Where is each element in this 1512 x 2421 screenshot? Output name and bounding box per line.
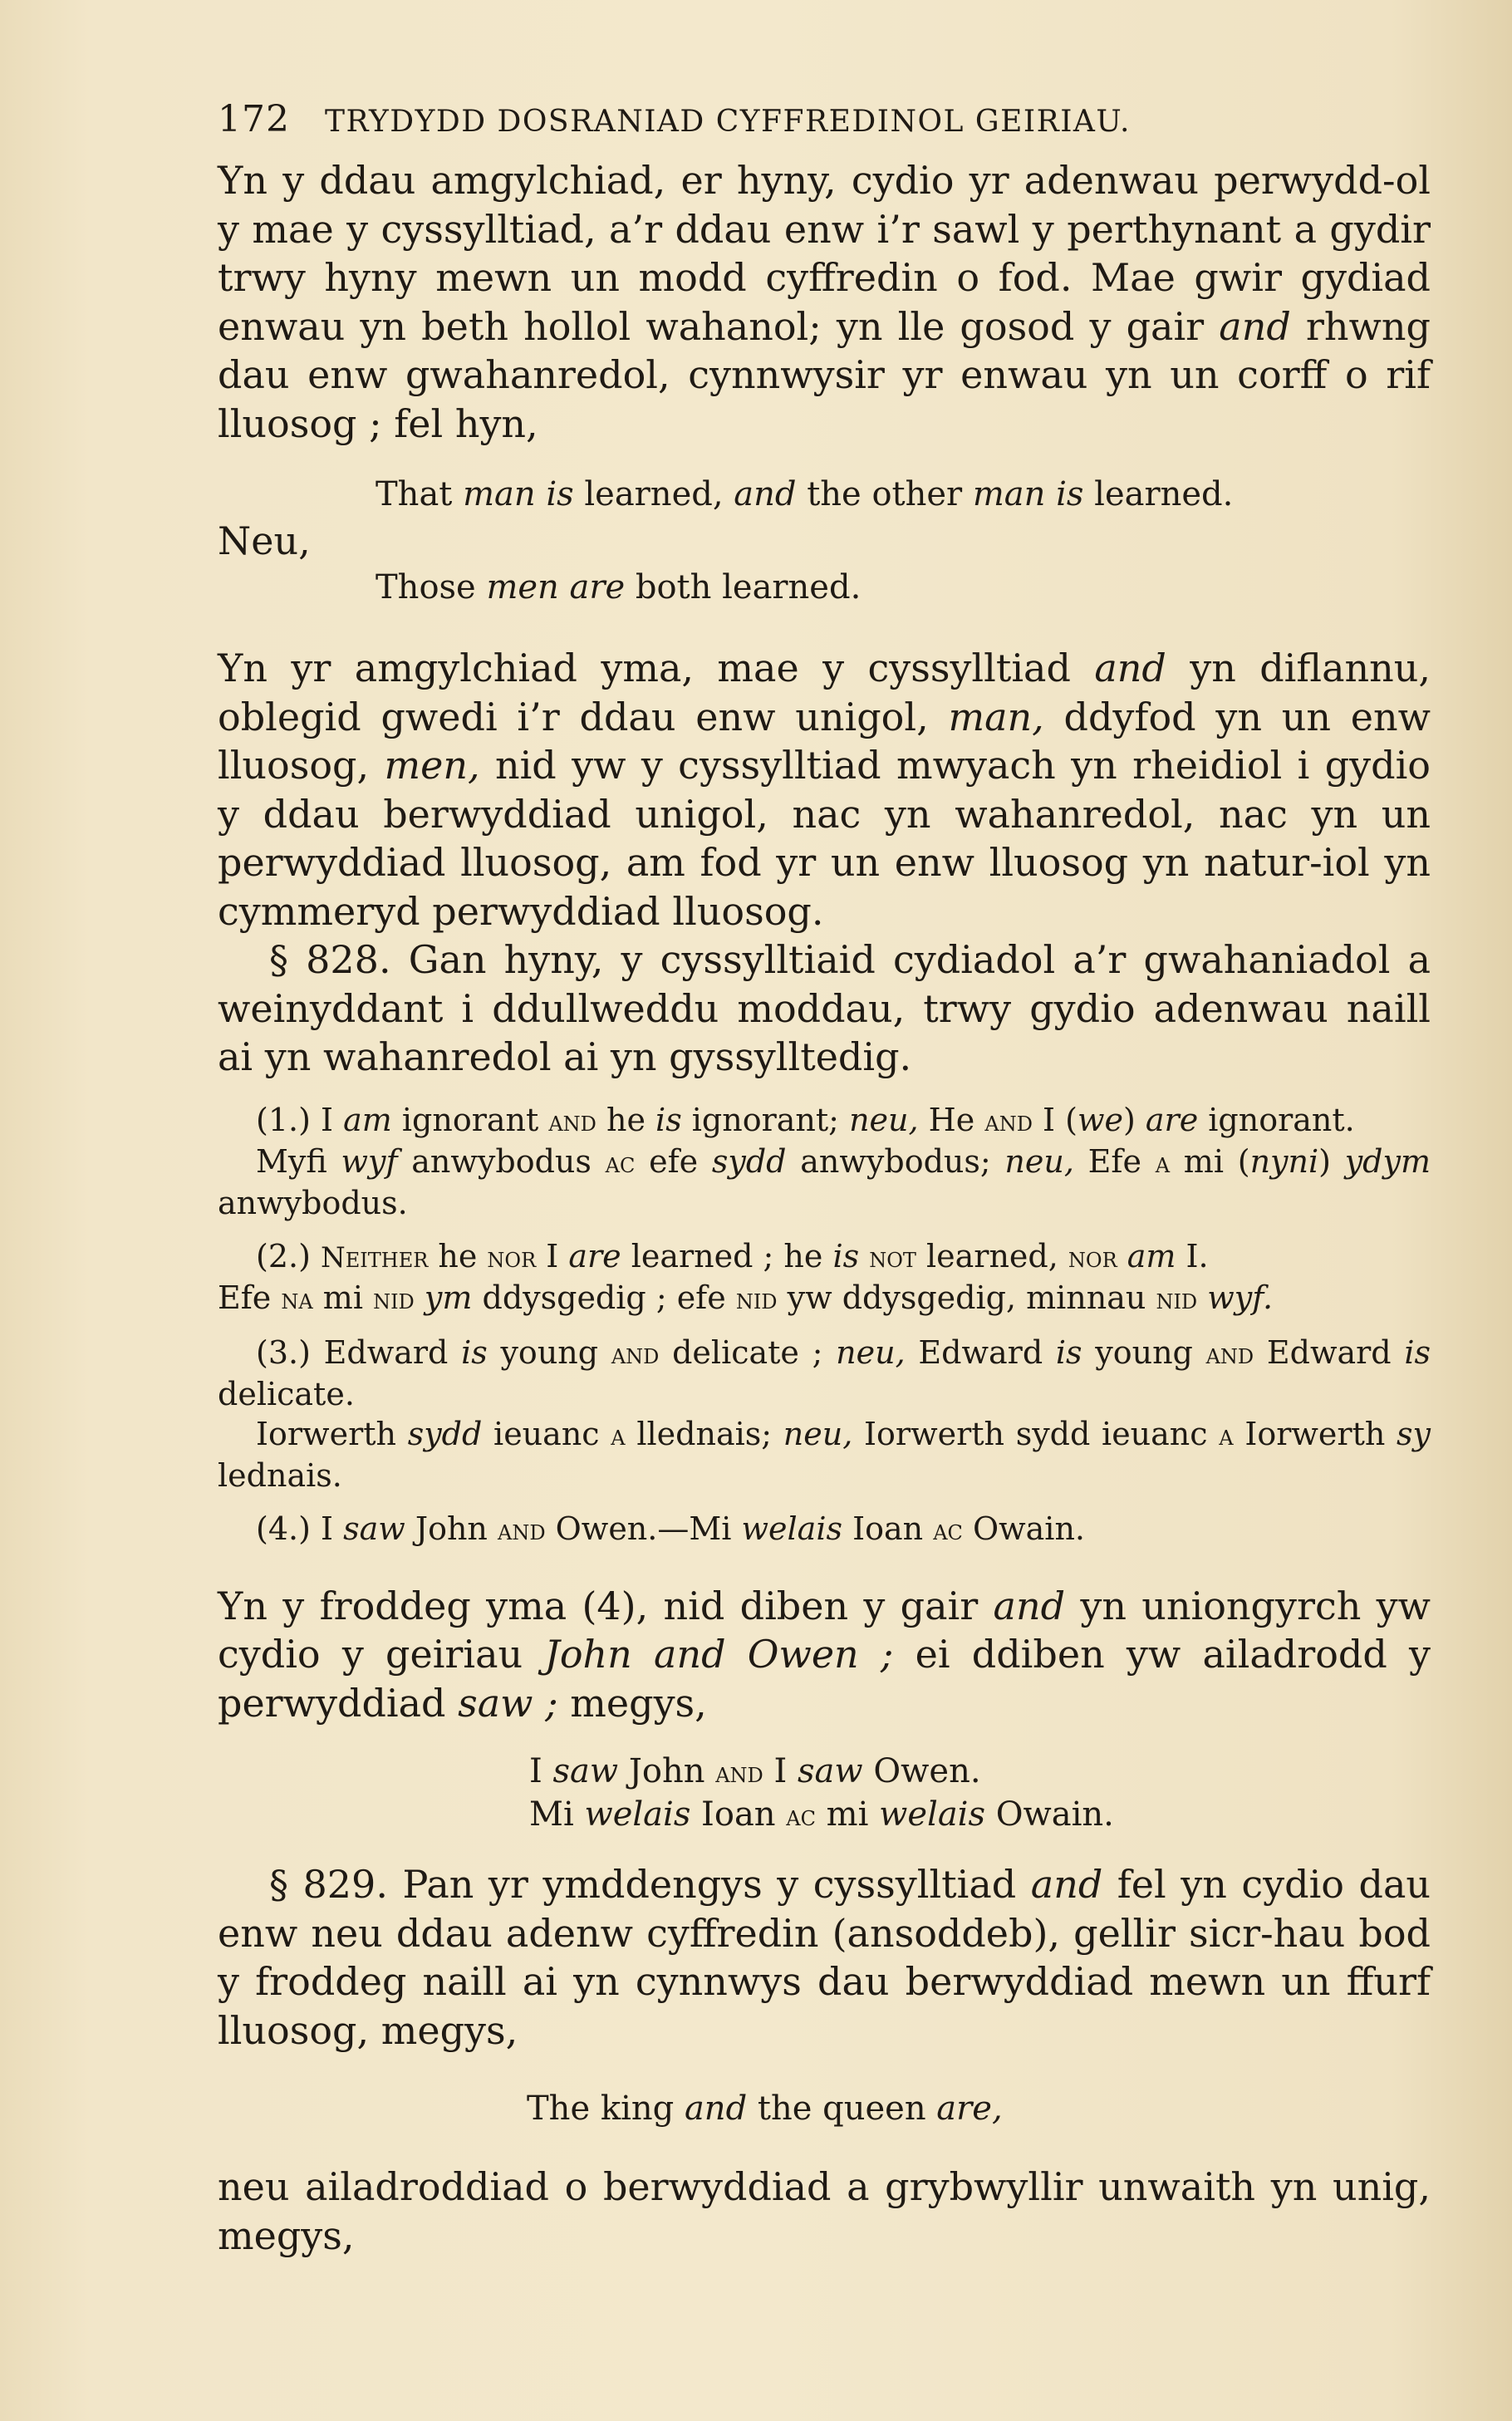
- text: the other: [796, 475, 973, 513]
- text-smallcaps: and: [548, 1104, 596, 1138]
- text: lednais.: [218, 1456, 342, 1494]
- text-smallcaps: and: [497, 1513, 546, 1547]
- page-content: [218, 98, 1431, 2260]
- text: (1.) I: [256, 1101, 344, 1138]
- text: (4.) I: [256, 1510, 344, 1547]
- text-italic: men are: [486, 568, 626, 606]
- text: I: [763, 1752, 798, 1790]
- text-italic: and: [1030, 1862, 1103, 1907]
- text: learned ; he: [621, 1237, 833, 1274]
- text-italic: is: [832, 1237, 860, 1274]
- text-italic: nyni: [1249, 1142, 1319, 1180]
- text-smallcaps: and: [715, 1756, 763, 1790]
- text-italic: am: [343, 1101, 392, 1138]
- text: mi: [815, 1795, 880, 1834]
- text: ddyfod yn un enw lluosog,: [218, 694, 1431, 788]
- text-italic: man is: [463, 475, 574, 513]
- text-smallcaps: nid: [735, 1282, 778, 1316]
- text: Edward: [905, 1333, 1056, 1371]
- text-italic: neu,: [1004, 1142, 1074, 1180]
- paragraph-2: [218, 644, 1431, 935]
- paragraph-final: neu ailadroddiad o berwyddiad a grybwyllir unwaith yn unig, megys,: [218, 2164, 1431, 2258]
- running-header: [218, 98, 1431, 156]
- text-italic: is: [1404, 1333, 1431, 1371]
- text: fel yn cydio dau enw neu ddau adenw cyffredin (ansoddeb), gellir sicr-hau bod y froddeg naill ai yn cynnwys dau berwyddiad mewn un ffurf lluosog, megys,: [218, 1862, 1431, 2053]
- text-smallcaps: nor: [487, 1240, 537, 1274]
- text: he: [596, 1101, 656, 1138]
- text-italic: saw: [343, 1510, 405, 1547]
- text: Efe: [218, 1279, 282, 1316]
- text: ): [1318, 1142, 1345, 1180]
- text-italic: are: [568, 1237, 621, 1274]
- text: Owen.—Mi: [545, 1510, 742, 1547]
- text-smallcaps: a: [611, 1418, 626, 1452]
- text: ieuanc: [482, 1415, 611, 1452]
- text-italic: man is: [972, 475, 1084, 513]
- text: That: [376, 475, 464, 513]
- page-number: 172: [218, 98, 290, 140]
- text-italic: welais: [741, 1510, 842, 1547]
- text: young: [1082, 1333, 1206, 1371]
- text-italic: welais: [879, 1795, 985, 1834]
- text-italic: saw: [552, 1752, 619, 1790]
- text-italic: am: [1127, 1237, 1176, 1274]
- text: I: [529, 1752, 553, 1790]
- text: ei ddiben yw ailadrodd y perwyddiad: [218, 1632, 1431, 1726]
- text: delicate.: [218, 1375, 355, 1412]
- text: I: [536, 1237, 569, 1274]
- text-italic: are: [1145, 1101, 1199, 1138]
- example-that-man: [218, 471, 1431, 518]
- text: Yn y froddeg yma (4), nid diben y gair: [218, 1583, 994, 1628]
- text: nid yw y cyssylltiad mwyach yn rheidiol i gydio y ddau berwyddiad unigol, nac yn wahanredol, nac yn un perwyddiad lluosog, am fod yr un enw lluosog yn natur-iol yn cymmeryd perwyddiad lluosog.: [218, 743, 1431, 934]
- example-those-men: [218, 564, 1431, 611]
- text: Yn yr amgylchiad yma, mae y cyssylltiad: [218, 646, 1095, 690]
- text: [415, 1279, 425, 1316]
- text: [1117, 1238, 1127, 1274]
- text: Myfi: [256, 1142, 341, 1180]
- text: young: [487, 1333, 611, 1371]
- text: Iorwerth: [1233, 1415, 1397, 1452]
- text: § 829. Pan yr ymddengys y cyssylltiad: [269, 1862, 1031, 1907]
- text-italic: sydd: [711, 1142, 787, 1180]
- text: [859, 1238, 869, 1274]
- text-smallcaps: not: [869, 1240, 916, 1274]
- text-italic: is: [1055, 1333, 1082, 1371]
- text-italic: men,: [384, 743, 480, 788]
- text-italic: saw ;: [458, 1680, 558, 1726]
- text: learned.: [1083, 475, 1234, 513]
- text: John: [618, 1752, 716, 1790]
- text: Iorwerth sydd ieuanc: [852, 1415, 1220, 1452]
- text: ): [1122, 1101, 1146, 1138]
- text-italic: and: [993, 1583, 1066, 1628]
- text: Edward: [1254, 1333, 1405, 1371]
- text: Ioan: [842, 1510, 934, 1547]
- text-italic: wyf.: [1207, 1279, 1274, 1316]
- paragraph-828: § 828. Gan hyny, y cyssylltiaid cydiadol a’r gwahaniadol a weinyddant i ddullweddu moddau, trwy gydio adenwau naill ai yn wahanredol ai yn gyssylltedig.: [218, 937, 1431, 1079]
- text: the queen: [747, 2090, 937, 2128]
- text: learned,: [573, 475, 734, 513]
- text-italic: saw: [798, 1752, 863, 1790]
- text: mi: [312, 1279, 374, 1316]
- paragraph-1: [218, 156, 1431, 448]
- text-italic: man,: [948, 694, 1044, 739]
- text-smallcaps: a: [1155, 1146, 1171, 1180]
- text: Yn y ddau amgylchiad, er hyny, cydio yr adenwau perwydd-ol y mae y cyssylltiad, a’r ddau enw i’r sawl y perthynant a gydir trwy hyny mewn un modd cyffredin o fod. Mae gwir gydiad enwau yn beth hollol wahanol; yn lle gosod y gair: [218, 158, 1431, 349]
- neu-label: Neu,: [218, 518, 311, 563]
- text: anwybodus.: [218, 1184, 408, 1221]
- text: [1197, 1279, 1207, 1316]
- example-4: [218, 1509, 1431, 1550]
- examples-block: [218, 1100, 1431, 1550]
- text-smallcaps: ac: [933, 1513, 963, 1547]
- text-smallcaps: nid: [1156, 1282, 1198, 1316]
- text: yw ddysgedig, minnau: [777, 1279, 1156, 1316]
- text: I (: [1032, 1101, 1078, 1138]
- text: Owain.: [985, 1795, 1114, 1834]
- text-italic: welais: [584, 1795, 691, 1834]
- text: delicate ;: [659, 1333, 837, 1371]
- text-smallcaps: Neither: [321, 1240, 429, 1274]
- text-italic: sy: [1397, 1415, 1431, 1452]
- text: yn diflannu, oblegid gwedi i’r ddau enw unigol,: [218, 646, 1431, 739]
- text-italic: and: [684, 2090, 748, 2128]
- text: (2.): [256, 1237, 321, 1274]
- text: llednais;: [625, 1415, 783, 1452]
- text-smallcaps: nid: [373, 1282, 415, 1316]
- text-italic: we: [1077, 1101, 1123, 1138]
- example-2-english: [218, 1236, 1431, 1278]
- text-italic: neu,: [836, 1333, 906, 1371]
- text-italic: and: [1219, 303, 1291, 349]
- text: Owain.: [962, 1510, 1086, 1547]
- text-italic: and: [1094, 646, 1166, 690]
- text-italic: wyf: [341, 1142, 398, 1180]
- text-italic: ydym: [1344, 1142, 1431, 1180]
- text-smallcaps: and: [984, 1104, 1033, 1138]
- text: ignorant.: [1198, 1101, 1355, 1138]
- example-1-english: [218, 1100, 1431, 1142]
- text-italic: and: [734, 475, 797, 513]
- text: anwybodus;: [786, 1142, 1005, 1180]
- text: he: [428, 1237, 488, 1274]
- text: rhwng dau enw gwahanredol, cynnwysir yr enwau yn un corff o rif lluosog ; fel hyn,: [218, 303, 1431, 446]
- example-i-saw: [218, 1751, 1431, 1794]
- text-smallcaps: and: [1205, 1337, 1254, 1371]
- text-smallcaps: na: [281, 1282, 313, 1316]
- text-italic: is: [655, 1101, 682, 1138]
- running-title: TRYDYDD DOSRANIAD CYFFREDINOL GEIRIAU.: [324, 105, 1131, 139]
- text: Owen.: [862, 1752, 981, 1790]
- text-smallcaps: ac: [605, 1146, 636, 1180]
- example-3-welsh: [218, 1414, 1431, 1495]
- text: Iorwerth: [256, 1415, 408, 1452]
- text: (3.) Edward: [256, 1333, 462, 1371]
- paragraph-829: [218, 1860, 1431, 2055]
- example-king-queen: [218, 2088, 1431, 2129]
- text: learned,: [916, 1237, 1068, 1274]
- example-mi-welais: [218, 1794, 1431, 1837]
- text: both learned.: [625, 568, 862, 606]
- text: ddysgedig ; efe: [472, 1279, 736, 1316]
- text: The king: [527, 2090, 685, 2128]
- text: I.: [1176, 1237, 1209, 1274]
- text: megys,: [557, 1680, 707, 1726]
- text-smallcaps: a: [1219, 1418, 1234, 1452]
- text: ignorant;: [681, 1101, 850, 1138]
- text-smallcaps: ac: [786, 1800, 816, 1833]
- text-italic: sydd: [407, 1415, 483, 1452]
- text: efe: [635, 1142, 712, 1180]
- text-italic: is: [461, 1333, 488, 1371]
- text: anwybodus: [397, 1142, 606, 1180]
- text: Mi: [529, 1795, 585, 1834]
- text: Ioan: [690, 1795, 787, 1834]
- text-smallcaps: and: [611, 1337, 660, 1371]
- text: John: [405, 1510, 498, 1547]
- text-smallcaps: nor: [1068, 1240, 1117, 1274]
- paragraph-4: [218, 1582, 1431, 1728]
- example-2-welsh: [218, 1278, 1431, 1319]
- text-italic: neu,: [849, 1101, 919, 1138]
- text-italic: John and Owen ;: [544, 1632, 894, 1677]
- text: yn uniongyrch yw cydio y geiriau: [218, 1583, 1431, 1677]
- text: Efe: [1073, 1142, 1156, 1180]
- text: He: [918, 1101, 985, 1138]
- example-1-welsh: [218, 1142, 1431, 1223]
- text-italic: neu,: [783, 1415, 853, 1452]
- example-3-english: [218, 1333, 1431, 1414]
- text: ignorant: [391, 1101, 549, 1138]
- text-italic: are,: [936, 2090, 1003, 2128]
- text: mi (: [1170, 1142, 1250, 1180]
- text: Those: [376, 568, 487, 606]
- text-italic: ym: [424, 1279, 473, 1316]
